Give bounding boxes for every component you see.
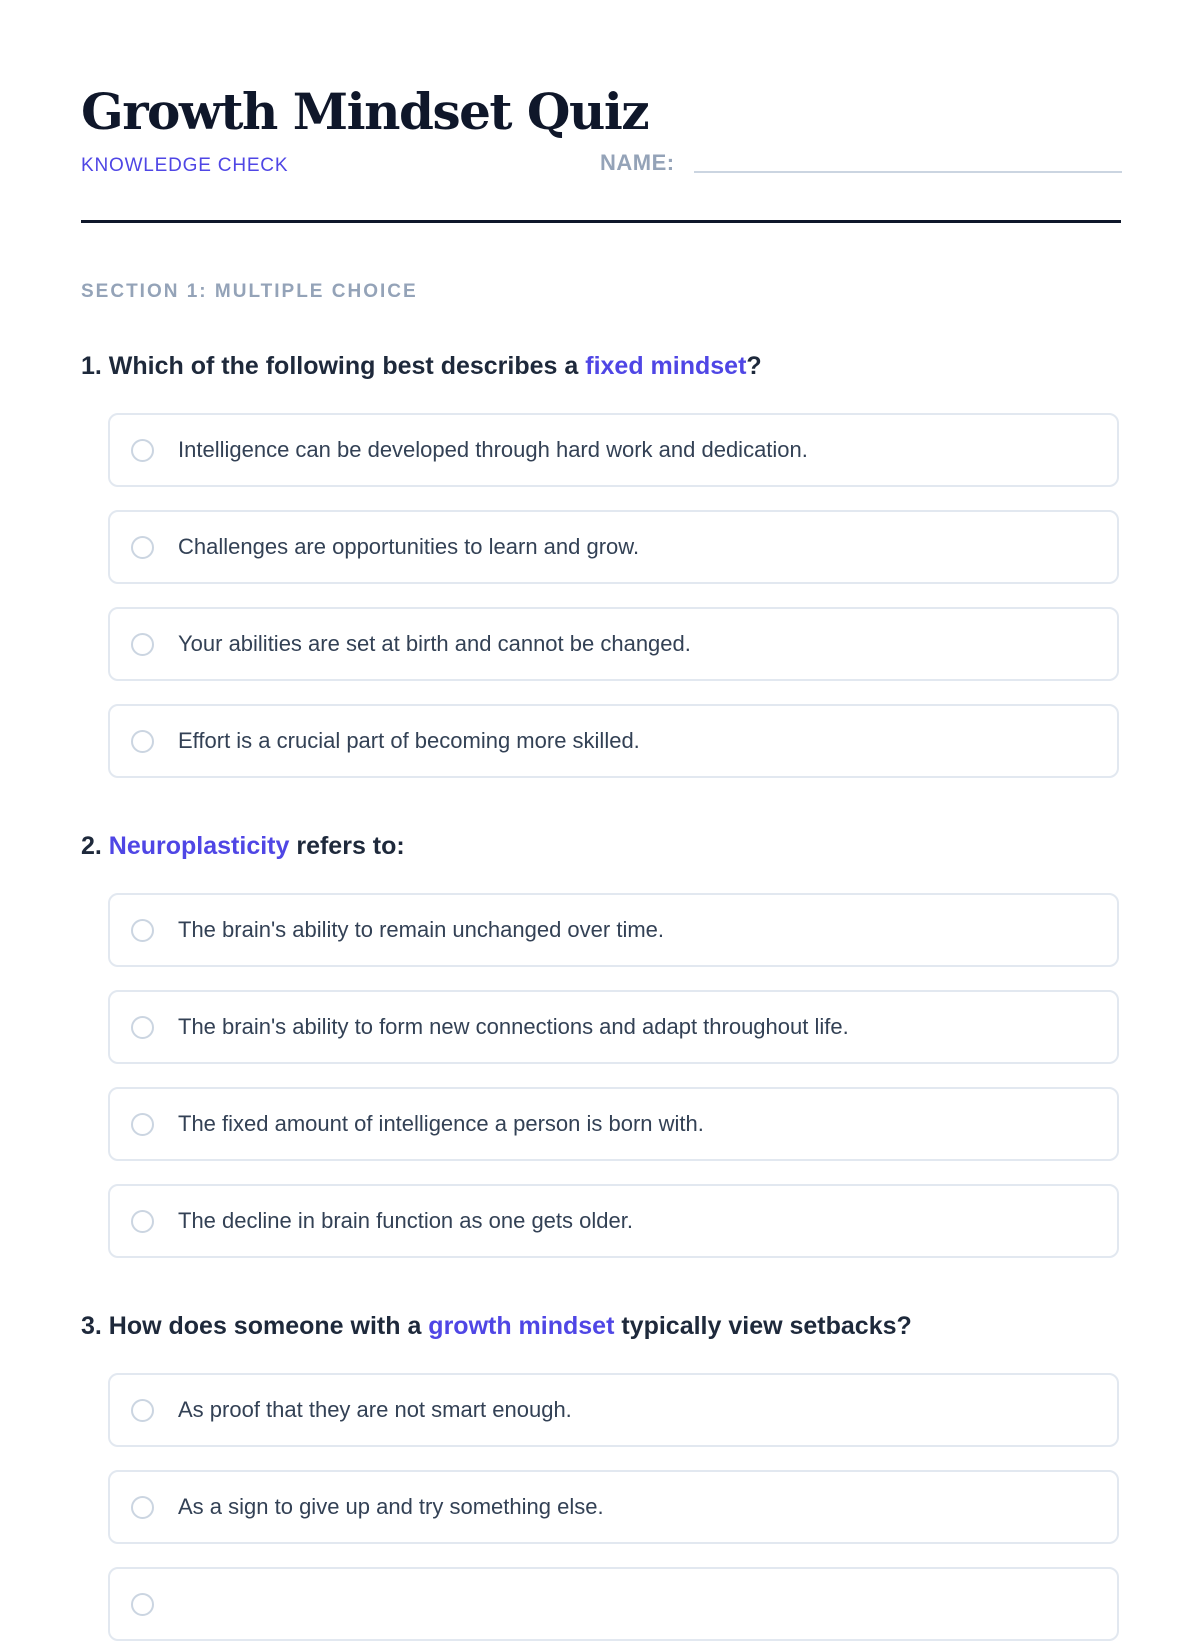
question-suffix: typically view setbacks? bbox=[614, 1312, 912, 1340]
answer-options bbox=[108, 413, 1121, 778]
answer-option[interactable] bbox=[108, 1373, 1119, 1447]
answer-option[interactable] bbox=[108, 893, 1119, 967]
answer-option[interactable] bbox=[108, 413, 1119, 487]
radio-button-icon[interactable] bbox=[131, 439, 154, 462]
answer-option-label: The brain's ability to form new connections and adapt throughout life. bbox=[178, 1014, 849, 1039]
radio-button-icon[interactable] bbox=[131, 1016, 154, 1039]
question-keyword: Neuroplasticity bbox=[108, 832, 290, 860]
radio-button-icon[interactable] bbox=[131, 730, 154, 753]
radio-button-icon[interactable] bbox=[131, 536, 154, 559]
question-suffix: refers to: bbox=[289, 832, 405, 860]
answer-option[interactable] bbox=[108, 510, 1119, 584]
answer-options bbox=[108, 1373, 1121, 1641]
radio-button-icon[interactable] bbox=[131, 1399, 154, 1422]
radio-button-icon[interactable] bbox=[131, 1593, 154, 1616]
name-field[interactable] bbox=[694, 171, 1122, 173]
radio-button-icon[interactable] bbox=[131, 1210, 154, 1233]
answer-option[interactable] bbox=[108, 1087, 1119, 1161]
section-title: SECTION 1: MULTIPLE CHOICE bbox=[81, 281, 418, 302]
question-prefix: 1. Which of the following best describes a bbox=[81, 352, 586, 380]
question-text bbox=[81, 830, 1121, 862]
answer-option-label: Your abilities are set at birth and cannot be changed. bbox=[178, 631, 691, 656]
header-divider bbox=[81, 220, 1121, 223]
answer-option-label: The brain's ability to remain unchanged over time. bbox=[178, 917, 665, 942]
question-text bbox=[81, 350, 1121, 382]
answer-option-label: Intelligence can be developed through hard work and dedication. bbox=[178, 437, 808, 462]
answer-option-label: The decline in brain function as one gets older. bbox=[178, 1208, 633, 1233]
answer-options bbox=[108, 893, 1121, 1258]
answer-option-label: Challenges are opportunities to learn and grow. bbox=[178, 534, 640, 559]
question-keyword: fixed mindset bbox=[585, 352, 747, 380]
answer-option-label: As proof that they are not smart enough. bbox=[178, 1397, 572, 1422]
page-title: Growth Mindset Quiz bbox=[81, 82, 649, 141]
answer-option[interactable] bbox=[108, 1184, 1119, 1258]
question-3 bbox=[81, 1310, 1121, 1641]
answer-option[interactable] bbox=[108, 607, 1119, 681]
radio-button-icon[interactable] bbox=[131, 633, 154, 656]
answer-option-label: As a sign to give up and try something else. bbox=[178, 1494, 604, 1519]
answer-option[interactable] bbox=[108, 1470, 1119, 1544]
answer-option-label: Effort is a crucial part of becoming more skilled. bbox=[178, 728, 640, 753]
answer-option[interactable] bbox=[108, 1567, 1119, 1641]
answer-option-label: The fixed amount of intelligence a person is born with. bbox=[178, 1111, 704, 1136]
quiz-header bbox=[81, 0, 1121, 224]
answer-option[interactable] bbox=[108, 990, 1119, 1064]
radio-button-icon[interactable] bbox=[131, 919, 154, 942]
page-subtitle: KNOWLEDGE CHECK bbox=[81, 155, 289, 176]
radio-button-icon[interactable] bbox=[131, 1113, 154, 1136]
question-suffix: ? bbox=[746, 352, 762, 380]
question-1 bbox=[81, 350, 1121, 778]
question-prefix: 2. bbox=[81, 832, 109, 860]
question-prefix: 3. How does someone with a bbox=[81, 1312, 429, 1340]
question-text bbox=[81, 1310, 1121, 1342]
radio-button-icon[interactable] bbox=[131, 1496, 154, 1519]
answer-option[interactable] bbox=[108, 704, 1119, 778]
name-label: NAME: bbox=[600, 150, 675, 175]
question-2 bbox=[81, 830, 1121, 1258]
question-keyword: growth mindset bbox=[428, 1312, 615, 1340]
